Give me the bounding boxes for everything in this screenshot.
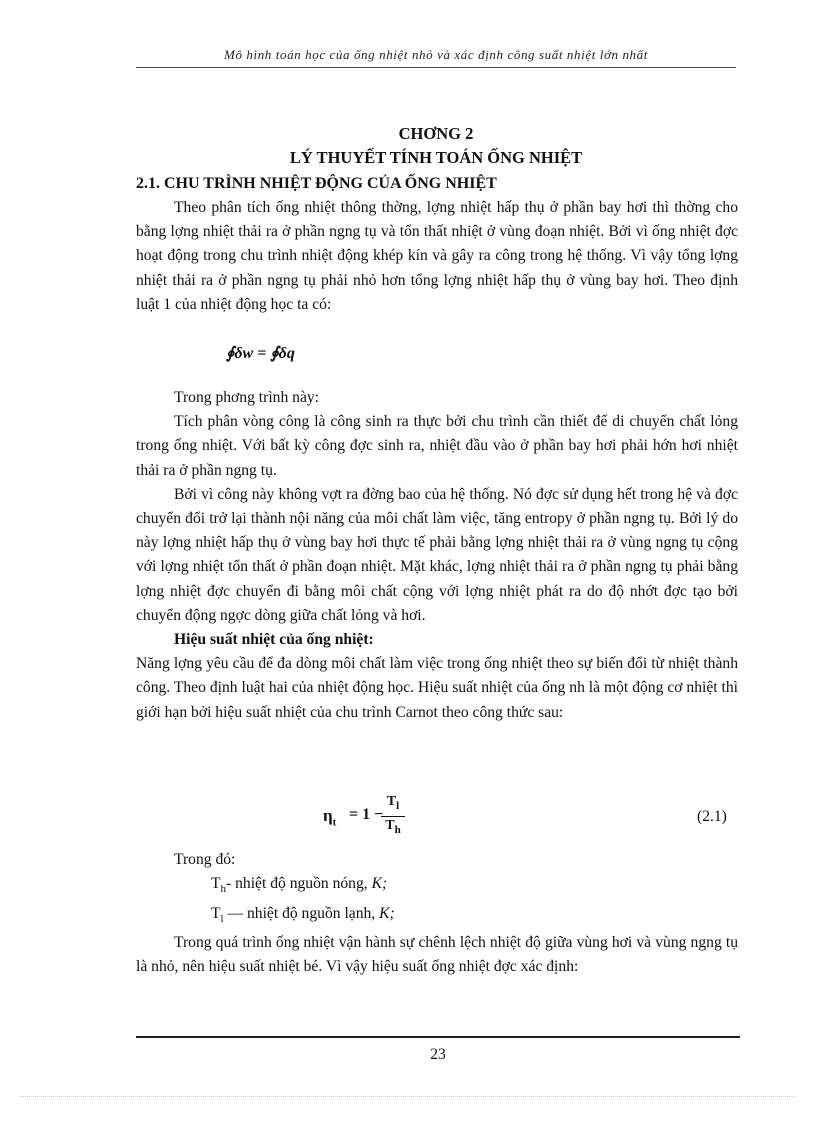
where-label: Trong đó: xyxy=(174,851,236,868)
formula-denominator xyxy=(381,818,405,836)
formula-equals: = 1 − xyxy=(349,806,384,823)
def-subscript: h xyxy=(220,883,227,896)
chapter-number: CHƠNG 2 xyxy=(398,124,474,143)
section-title: 2.1. CHU TRÌNH NHIỆT ĐỘNG CỦA ỐNG NHIỆT xyxy=(136,175,497,192)
def-unit: K; xyxy=(379,904,395,922)
numerator-symbol: T xyxy=(386,794,397,809)
chapter-title: LÝ THUYẾT TÍNH TOÁN ỐNG NHIỆT xyxy=(289,148,583,167)
body-block-1 xyxy=(136,196,738,317)
header-divider xyxy=(136,67,736,68)
formula-carnot-efficiency xyxy=(323,796,433,844)
formula-eta-subscript: t xyxy=(332,816,337,829)
formula-eta: η xyxy=(323,806,333,825)
paragraph: Trong quá trình ống nhiệt vận hành sự chênh lệch nhiệt độ giữa vùng hơi và vùng ngng tụ là nhỏ, nên hiệu suất nhiệt bé. Vì vậy hiệu suất ống nhiệt đợc xác định: xyxy=(136,933,738,976)
def-subscript: l xyxy=(220,912,224,925)
paragraph: Tích phân vòng công là công sinh ra thực bởi chu trình cần thiết để di chuyển chất lỏng trong ống nhiệt. Với bất kỳ công đợc sinh ra, nhiệt đầu vào ở phần bay hơi phải hớn hơi nhiệt thải ra ở phần ngng tụ. xyxy=(136,413,738,479)
fraction-bar xyxy=(381,816,405,817)
footer-divider xyxy=(136,1036,740,1038)
paragraph: Năng lợng yêu cầu để đa dòng môi chất làm việc trong ống nhiệt theo sự biến đổi từ nhiệt thành công. Theo định luật hai của nhiệt động học. Hiệu suất nhiệt của ống nh là một động cơ nhiệt thì giới hạn bởi hiệu suất nhiệt của chu trình Carnot theo công thức sau: xyxy=(136,655,738,721)
paragraph: Theo phân tích ống nhiệt thông thờng, lợng nhiệt hấp thụ ở phần bay hơi thì thờng cho bằng lợng nhiệt thải ra ở phần ngng tụ và tổn thất nhiệt ở vùng đoạn nhiệt. Bởi vì ống nhiệt đợc hoạt động trong chu trình nhiệt động khép kín và gây ra công trong hệ thống. Vì vậy tổng lợng nhiệt thải ra ở phần ngng tụ phải nhỏ hơn tổng lợng nhiệt hấp thụ ở vùng bay hơi. Theo định luật 1 của nhiệt động học ta có: xyxy=(136,199,738,313)
def-text: — nhiệt độ nguồn lạnh, xyxy=(223,904,380,922)
page-bottom-border xyxy=(20,1096,796,1097)
def-symbol: T xyxy=(211,904,221,922)
def-unit: K; xyxy=(371,875,388,893)
formula-cyclic-integral: ∮δw = ∮δq xyxy=(226,345,295,362)
numerator-subscript: l xyxy=(396,799,400,812)
equation-number: (2.1) xyxy=(697,808,727,825)
definition-tl xyxy=(136,902,738,931)
denominator-symbol: T xyxy=(385,818,395,833)
page-number: 23 xyxy=(430,1046,446,1063)
formula-numerator xyxy=(381,794,405,812)
denominator-subscript: h xyxy=(394,823,401,836)
paragraph: Bởi vì công này không vợt ra đờng bao của hệ thống. Nó đợc sử dụng hết trong hệ và đợc chuyển đổi trở lại thành nội năng của môi chất làm việc, tăng entropy ở phần ngng tụ. Bởi lý do này lợng nhiệt hấp thụ ở vùng bay hơi thực tế phải bằng lợng nhiệt thải ra ở vùng ngng tụ cộng với lợng nhiệt tổn thất ở phần đoạn nhiệt. Mặt khác, lợng nhiệt thải ra ở phần ngng tụ phải bằng lợng nhiệt đợc chuyển đi bằng môi chất cộng với lợng nhiệt phát ra do độ nhớt đợc tạo bởi chuyển động ngợc dòng giữa chất lỏng và hơi. xyxy=(136,485,738,624)
definition-th xyxy=(136,872,738,901)
paragraph: Trong phơng trình này: xyxy=(174,389,319,406)
body-block-2 xyxy=(136,386,738,725)
def-text: - nhiệt độ nguồn nóng, xyxy=(226,875,372,893)
body-block-3 xyxy=(136,848,738,979)
running-header: Mô hình toán học của ống nhiệt nhỏ và xác định công suất nhiệt lớn nhất xyxy=(224,47,648,62)
subheading: Hiệu suất nhiệt của ống nhiệt: xyxy=(174,631,374,649)
def-symbol: T xyxy=(211,875,221,893)
